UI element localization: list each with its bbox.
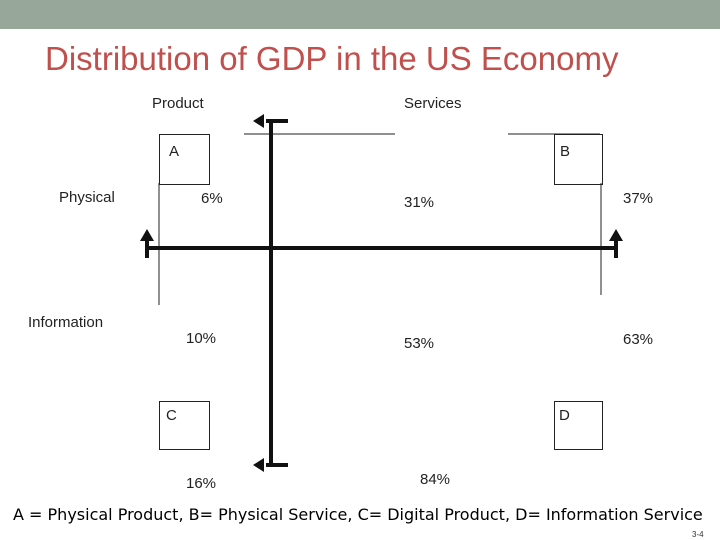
row-header-information: Information	[28, 314, 104, 331]
product-arrow-bottom	[253, 458, 264, 472]
value-physical-service: 31%	[404, 194, 435, 211]
value-physical-total: 37%	[623, 190, 654, 207]
value-services-total: 84%	[420, 471, 451, 488]
value-product-total: 16%	[186, 475, 217, 492]
value-information-total: 63%	[623, 331, 654, 348]
row-header-physical: Physical	[59, 189, 115, 206]
physical-arrow-right	[609, 229, 623, 241]
slide-number: 3-4	[692, 530, 704, 539]
quadrant-a-label: A	[169, 143, 180, 160]
physical-arrow-left	[140, 229, 154, 241]
quadrant-d-label: D	[559, 407, 570, 424]
value-information-product: 10%	[186, 330, 217, 347]
quadrant-c-label: C	[166, 407, 177, 424]
product-arrow-top	[253, 114, 264, 128]
legend-caption: A = Physical Product, B= Physical Service, C= Digital Product, D= Information Service	[13, 505, 703, 524]
value-physical-product: 6%	[201, 190, 223, 207]
quadrant-b-label: B	[560, 143, 571, 160]
column-header-services: Services	[404, 95, 462, 112]
value-information-service: 53%	[404, 335, 435, 352]
column-header-product: Product	[152, 95, 204, 112]
slide-title: Distribution of GDP in the US Economy	[45, 40, 619, 77]
